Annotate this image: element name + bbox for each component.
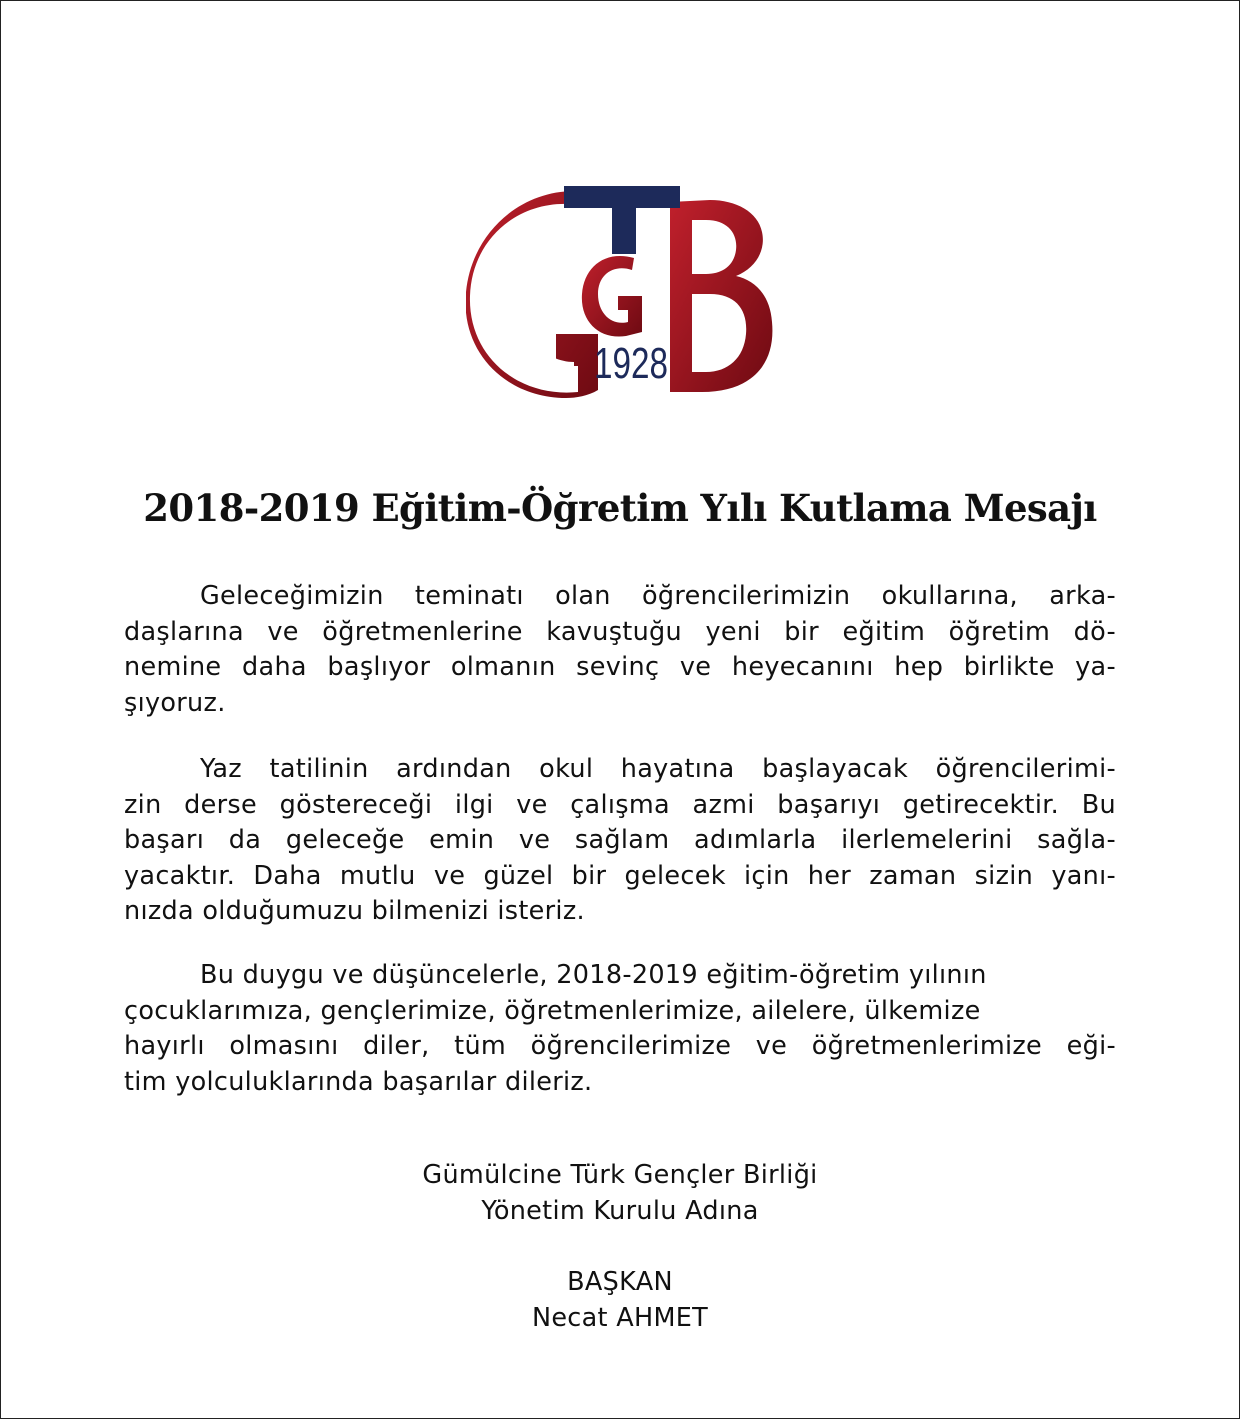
signature-name: Necat AHMET xyxy=(531,1302,709,1333)
paragraph-2 xyxy=(124,752,1116,930)
text-line: hayırlı olmasını diler, tüm öğrencilerimize ve öğretmenlerimize eği- xyxy=(124,1031,1116,1061)
signature-board: Yönetim Kurulu Adına xyxy=(481,1195,759,1226)
paragraph-3 xyxy=(124,958,1116,1100)
page-title: 2018-2019 Eğitim-Öğretim Yılı Kutlama Mesajı xyxy=(143,486,1097,530)
text-line: şıyoruz. xyxy=(124,687,226,718)
logo-letter-g-small xyxy=(582,256,642,337)
signature-org-name: Gümülcine Türk Gençler Birliği xyxy=(422,1160,818,1190)
text-line: Yaz tatilinin ardından okul hayatına başlayacak öğrencilerimi- xyxy=(200,754,1116,784)
paragraph-1 xyxy=(124,579,1116,721)
text-line: daşlarına ve öğretmenlerine kavuştuğu yeni bir eğitim öğretim dö- xyxy=(124,616,1116,647)
text-line: Bu duygu ve düşüncelerle, 2018-2019 eğitim-öğretim yılının xyxy=(200,960,987,990)
gtgb-logo xyxy=(466,184,776,408)
signature-person xyxy=(0,1265,1240,1336)
text-line: zin derse göstereceği ilgi ve çalışma azmi başarıyı getirecektir. Bu xyxy=(124,789,1116,820)
text-line: nızda olduğumuzu bilmenizi isteriz. xyxy=(124,896,585,926)
text-line: Geleceğimizin teminatı olan öğrencilerimizin okullarına, arka- xyxy=(200,581,1116,611)
text-line: başarı da geleceğe emin ve sağlam adımlarla ilerlemelerini sağla- xyxy=(124,825,1116,855)
text-line: çocuklarımıza, gençlerimize, öğretmenlerimize, ailelere, ülkemize xyxy=(124,995,981,1026)
logo-year: 1928 xyxy=(594,339,668,388)
logo-letter-b xyxy=(670,200,772,392)
signature-role: BAŞKAN xyxy=(567,1267,673,1297)
text-line: yacaktır. Daha mutlu ve güzel bir gelecek için her zaman sizin yanı- xyxy=(124,860,1116,891)
logo-letter-t-stem xyxy=(612,186,636,254)
text-line: nemine daha başlıyor olmanın sevinç ve heyecanını hep birlikte ya- xyxy=(124,652,1116,682)
text-line: tim yolculuklarında başarılar dileriz. xyxy=(124,1066,593,1097)
signature-organization xyxy=(0,1158,1240,1229)
